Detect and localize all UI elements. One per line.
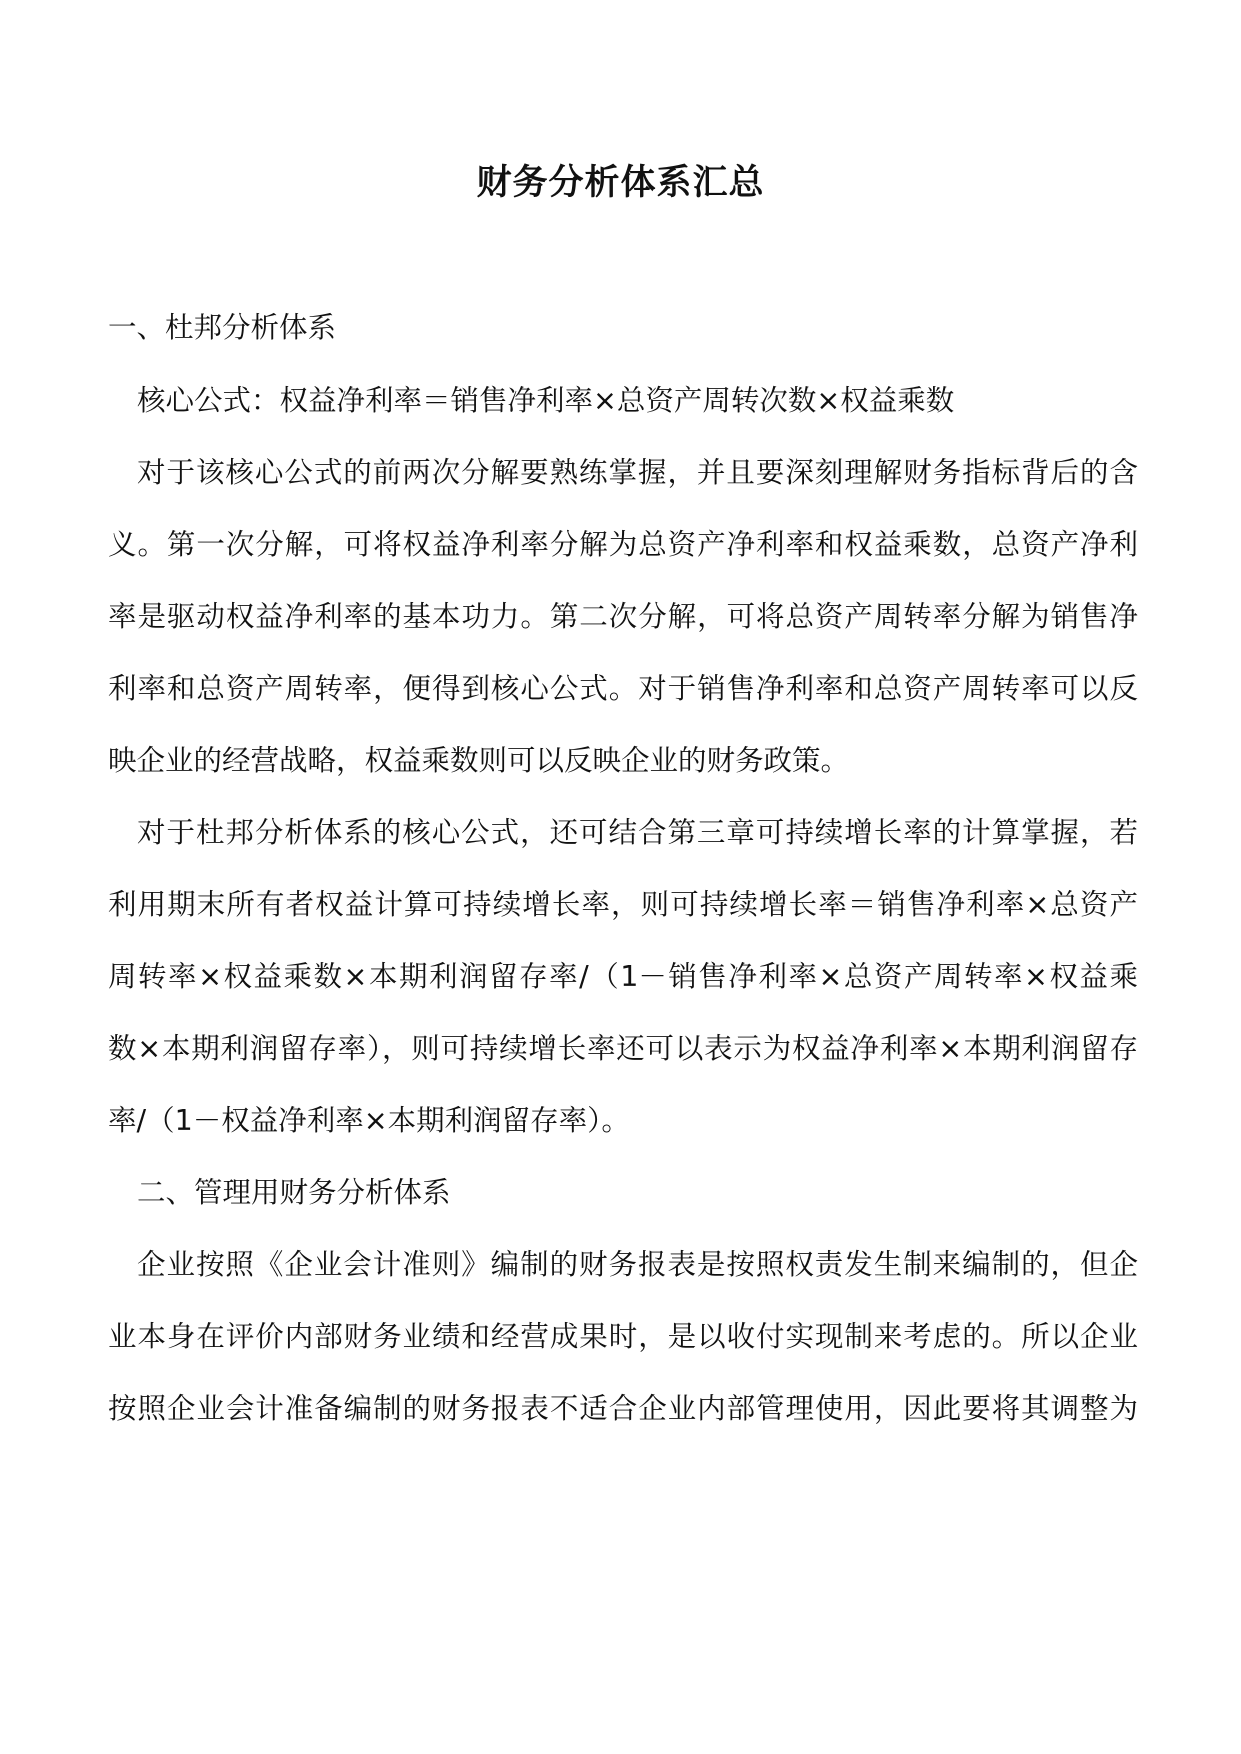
paragraph-line: 率/（1－权益净利率×本期利润留存率）。 xyxy=(108,1104,630,1137)
paragraph-line: 企业按照《企业会计准则》编制的财务报表是按照权责发生制来编制的，但企 xyxy=(137,1248,1138,1281)
paragraph-line: 映企业的经营战略，权益乘数则可以反映企业的财务政策。 xyxy=(108,744,850,777)
paragraph-line: 对于该核心公式的前两次分解要熟练掌握，并且要深刻理解财务指标背后的含 xyxy=(137,456,1138,489)
paragraph-line: 率是驱动权益净利率的基本功力。第二次分解，可将总资产周转率分解为销售净 xyxy=(108,600,1138,633)
section-heading-management: 二、管理用财务分析体系 xyxy=(137,1176,451,1209)
paragraph-line: 利率和总资产周转率，便得到核心公式。对于销售净利率和总资产周转率可以反 xyxy=(108,672,1138,705)
core-formula-line: 核心公式：权益净利率＝销售净利率×总资产周转次数×权益乘数 xyxy=(137,384,955,417)
paragraph-line: 对于杜邦分析体系的核心公式，还可结合第三章可持续增长率的计算掌握，若 xyxy=(137,816,1138,849)
paragraph-line: 周转率×权益乘数×本期利润留存率/（1－销售净利率×总资产周转率×权益乘 xyxy=(108,960,1138,993)
document-title: 财务分析体系汇总 xyxy=(476,163,765,203)
paragraph-line: 数×本期利润留存率），则可持续增长率还可以表示为权益净利率×本期利润留存 xyxy=(108,1032,1138,1065)
paragraph-line: 业本身在评价内部财务业绩和经营成果时，是以收付实现制来考虑的。所以企业 xyxy=(108,1320,1138,1353)
paragraph-line: 义。第一次分解，可将权益净利率分解为总资产净利率和权益乘数，总资产净利 xyxy=(108,528,1138,561)
paragraph-line: 按照企业会计准备编制的财务报表不适合企业内部管理使用，因此要将其调整为 xyxy=(108,1392,1138,1425)
section-heading-dupont: 一、杜邦分析体系 xyxy=(108,311,337,344)
paragraph-line: 利用期末所有者权益计算可持续增长率，则可持续增长率＝销售净利率×总资产 xyxy=(108,888,1138,921)
